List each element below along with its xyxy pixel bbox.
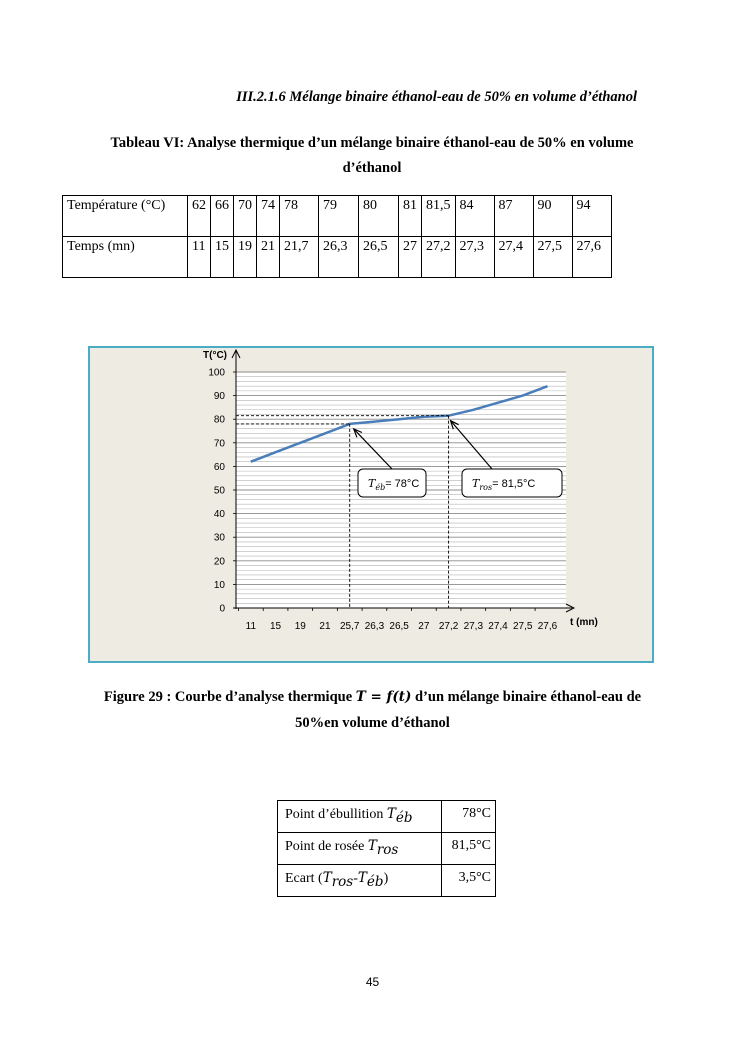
y-tick-label: 30 [213, 532, 225, 544]
y-axis-label: T(°C) [203, 350, 227, 361]
symbol-t: T [322, 870, 332, 886]
summary-value-boiling: 78°C [442, 801, 496, 833]
summary-label-boiling [278, 801, 442, 833]
table-cell: 21,7 [280, 237, 319, 278]
table-cell: 90 [533, 196, 572, 237]
table-row [278, 833, 496, 865]
table-cell: 27,3 [455, 237, 494, 278]
table-cell: 27,6 [572, 237, 611, 278]
symbol-subscript: éb [395, 809, 413, 826]
x-tick-label: 27,6 [537, 621, 558, 632]
y-tick-label: 0 [219, 603, 225, 615]
summary-minus: - [353, 871, 358, 886]
x-tick-label: 27,5 [513, 621, 533, 632]
y-tick-label: 10 [213, 579, 225, 591]
table-cell: 78 [280, 196, 319, 237]
x-tick-label: 27 [418, 621, 430, 632]
symbol-subscript: ros [331, 873, 354, 890]
figure-caption [90, 684, 655, 736]
x-tick-label: 27,2 [438, 621, 459, 632]
symbol-t: T [357, 870, 367, 886]
table-row [63, 196, 612, 237]
table-caption-line2: d’éthanol [342, 160, 402, 176]
figure-caption-formula: T = f(t) [355, 689, 412, 705]
table-cell: 19 [234, 237, 257, 278]
y-tick-label: 50 [213, 485, 225, 497]
row-header-temperature: Température (°C) [63, 196, 188, 237]
table-cell: 26,5 [359, 237, 399, 278]
table-cell: 87 [494, 196, 533, 237]
section-heading: III.2.1.6 Mélange binaire éthanol-eau de 50% en volume d’éthanol [236, 89, 637, 105]
x-tick-label: 21 [319, 621, 331, 632]
figure-caption-line1 [90, 684, 655, 710]
table-cell: 74 [257, 196, 280, 237]
table-cell: 27 [399, 237, 422, 278]
y-tick-label: 60 [213, 461, 225, 473]
summary-label-text: Point de rosée [285, 839, 368, 854]
thermal-analysis-chart [90, 348, 652, 661]
figure-chart-frame [88, 346, 654, 663]
table-cell: 11 [188, 237, 211, 278]
symbol-subscript: éb [366, 873, 384, 890]
figure-caption-prefix: Figure 29 : Courbe d’analyse thermique [103, 689, 356, 705]
summary-close-paren: ) [383, 871, 389, 886]
y-tick-label: 90 [213, 391, 225, 403]
table-cell: 80 [359, 196, 399, 237]
figure-caption-line2: 50%en volume d’éthanol [295, 715, 450, 731]
x-tick-label: 11 [245, 621, 257, 632]
table-cell: 15 [211, 237, 234, 278]
summary-value-dew: 81,5°C [442, 833, 496, 865]
table-cell: 66 [211, 196, 234, 237]
x-tick-label: 27,3 [463, 621, 484, 632]
table-caption-line1: Tableau VI: Analyse thermique d’un mélange binaire éthanol-eau de 50% en volume [110, 135, 634, 151]
summary-label-text: Ecart ( [285, 871, 323, 886]
table-row [278, 801, 496, 833]
y-tick-label: 20 [213, 556, 225, 568]
summary-table [277, 800, 496, 897]
row-header-time: Temps (mn) [63, 237, 188, 278]
table-cell: 62 [188, 196, 211, 237]
table-caption [92, 131, 652, 181]
table-cell: 26,3 [319, 237, 359, 278]
figure-caption-suffix: d’un mélange binaire éthanol-eau de [411, 689, 642, 705]
summary-label-gap [278, 865, 442, 897]
x-tick-label: 26,3 [364, 621, 385, 632]
temperature-time-table [62, 195, 612, 278]
table-cell: 27,2 [422, 237, 456, 278]
summary-label-dew [278, 833, 442, 865]
summary-label-text: Point d’ébullition [285, 807, 387, 822]
x-tick-label: 26,5 [389, 621, 409, 632]
symbol-t: T [386, 806, 396, 822]
table-cell: 27,5 [533, 237, 572, 278]
y-tick-label: 100 [208, 367, 225, 379]
symbol-subscript: ros [376, 841, 399, 858]
page-number: 45 [365, 975, 380, 989]
table-cell: 81 [399, 196, 422, 237]
table-row [63, 237, 612, 278]
y-tick-label: 70 [213, 438, 225, 450]
y-tick-label: 80 [213, 414, 225, 426]
callout-label: $T_{ros}= 81,5^\circ C$ [472, 477, 536, 492]
callout-label: $T_{éb}= 78^\circ C$ [368, 477, 420, 492]
x-tick-label: 19 [294, 621, 306, 632]
table-cell: 81,5 [422, 196, 456, 237]
table-cell: 79 [319, 196, 359, 237]
summary-value-gap: 3,5°C [442, 865, 496, 897]
y-tick-label: 40 [213, 509, 225, 521]
table-row [278, 865, 496, 897]
x-tick-label: 27,4 [488, 621, 508, 632]
table-cell: 27,4 [494, 237, 533, 278]
x-tick-label: 25,7 [339, 621, 360, 632]
table-cell: 70 [234, 196, 257, 237]
table-cell: 21 [257, 237, 280, 278]
symbol-t: T [367, 838, 377, 854]
x-axis-label: t (mn) [570, 617, 598, 628]
table-cell: 94 [572, 196, 611, 237]
x-tick-label: 15 [269, 621, 282, 632]
table-cell: 84 [455, 196, 494, 237]
